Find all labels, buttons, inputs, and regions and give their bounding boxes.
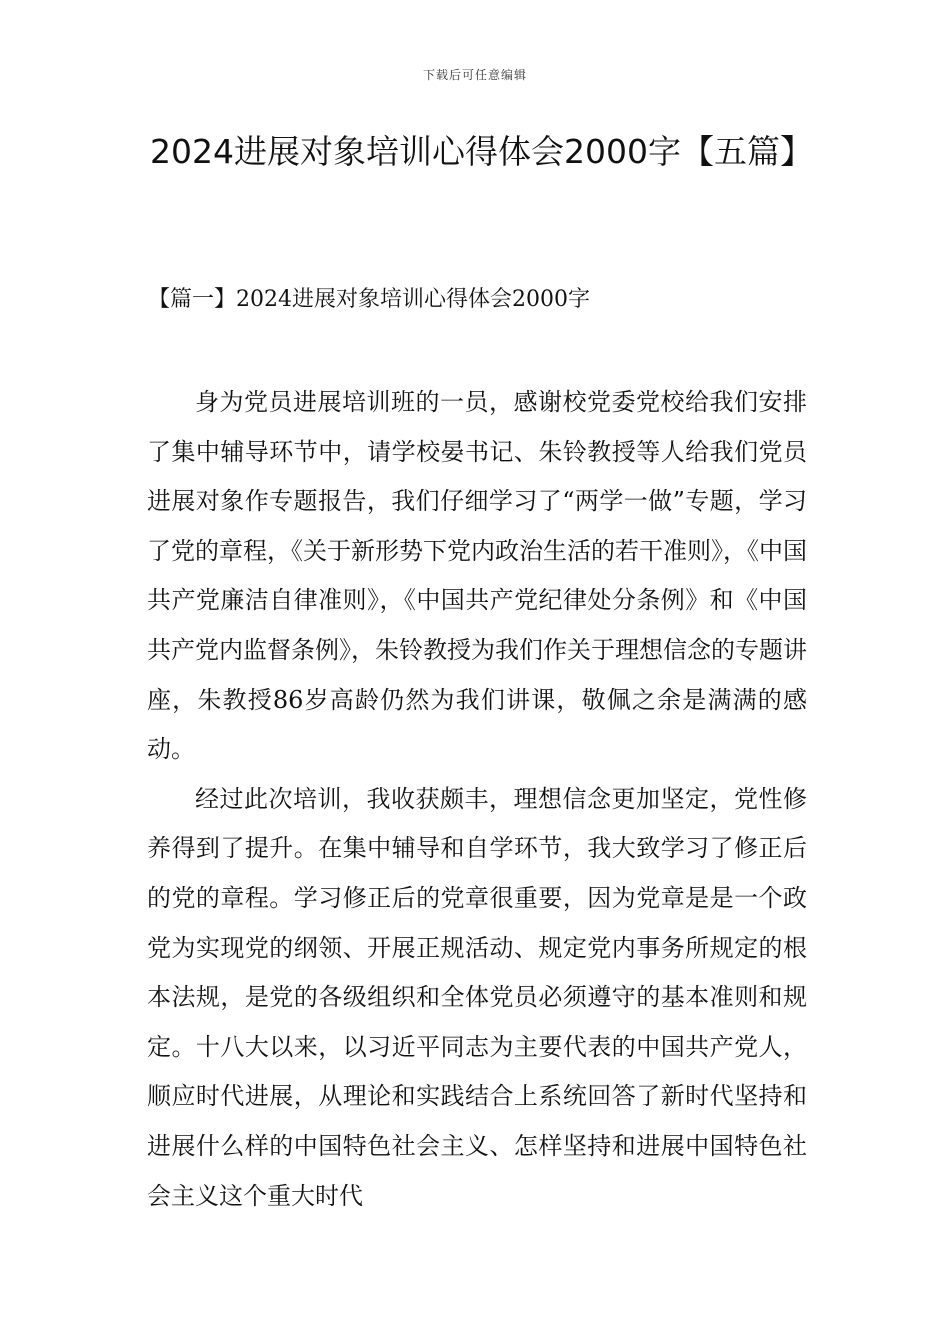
paragraph: 身为党员进展培训班的一员，感谢校党委党校给我们安排了集中辅导环节中，请学校晏书记、朱铃教授等人给我们党员进展对象作专题报告，我们仔细学习了“两学一做”专题，学习了党的章程，《关于新形势下党内政治生活的若干准则》，《中国共产党廉洁自律准则》，《中国共产党纪律处分条例》和《中国共产党内监督条例》，朱铃教授为我们作关于理想信念的专题讲座，朱教授86岁高龄仍然为我们讲课，敬佩之余是满满的感动。 <box>147 388 807 764</box>
header-note: 下载后可任意编辑 <box>422 68 527 82</box>
document-title: 2024进展对象培训心得体会2000字【五篇】 <box>150 132 813 171</box>
body-text <box>147 378 807 1221</box>
paragraph: 经过此次培训，我收获颇丰，理想信念更加坚定，党性修养得到了提升。在集中辅导和自学环节，我大致学习了修正后的党的章程。学习修正后的党章很重要，因为党章是是一个政党为实现党的纲领、开展正规活动、规定党内事务所规定的根本法规，是党的各级组织和全体党员必须遵守的基本准则和规定。十八大以来，以习近平同志为主要代表的中国共产党人，顺应时代进展，从理论和实践结合上系统回答了新时代坚持和进展什么样的中国特色社会主义、怎样坚持和进展中国特色社会主义这个重大时代 <box>147 784 807 1210</box>
section-heading: 【篇一】2024进展对象培训心得体会2000字 <box>148 287 590 312</box>
